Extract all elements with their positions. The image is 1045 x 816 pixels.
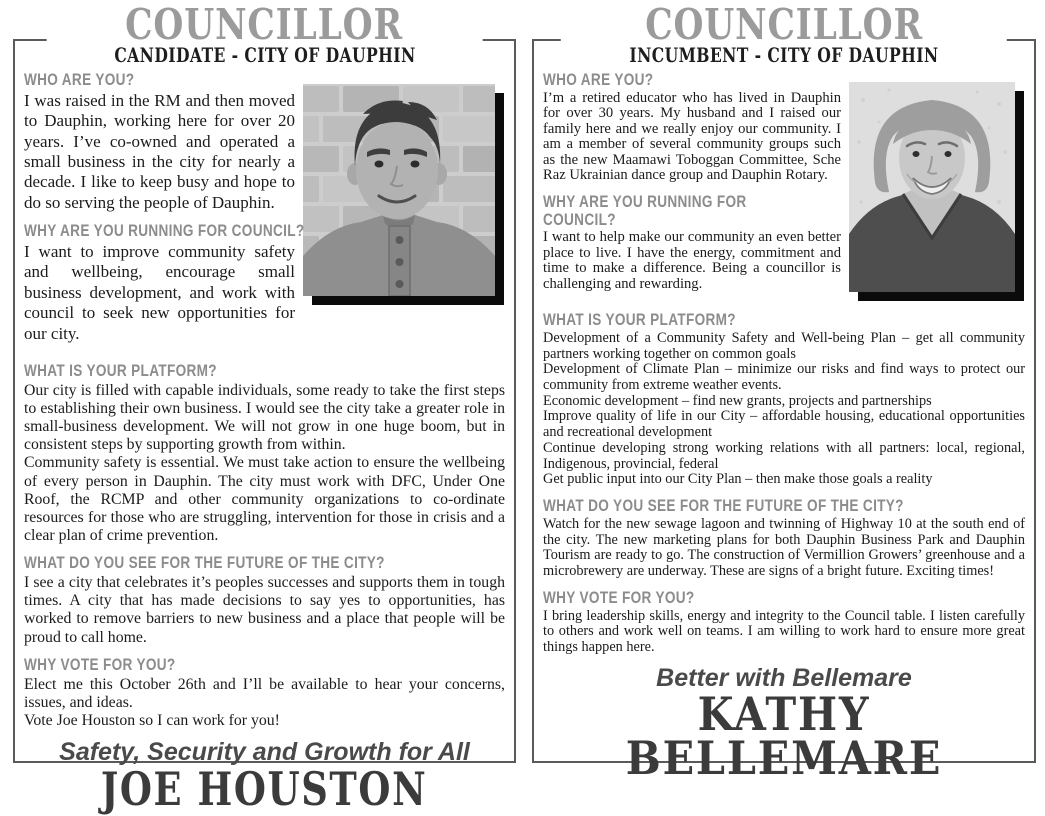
paragraph: Our city is filled with capable individuals, some ready to take the first steps to establishing their own business. I would see the city take a greater role in small-business development. We will not grow in one huge boom, but in consistent steps by supporting growth from within. xyxy=(24,381,505,454)
section-heading: WHAT DO YOU SEE FOR THE FUTURE OF THE CITY? xyxy=(543,496,904,516)
section-why-running xyxy=(24,221,305,344)
section-why-vote xyxy=(543,589,1025,656)
photo-column xyxy=(303,71,505,353)
paragraph: Watch for the new sewage lagoon and twinning of Highway 10 at the south end of the city. The new marketing plans for both Dauphin Business Park and Dauphin Tourism are ready to go. The construction of Vermillion Growers’ greenhouse and a microbrewery are underway. These are signs of a bright future. Exciting times! xyxy=(543,515,1025,580)
candidate-subtitle: CANDIDATE - CITY OF DAUPHIN xyxy=(113,44,416,67)
photo-column xyxy=(849,71,1025,302)
section-heading: WHO ARE YOU? xyxy=(543,70,654,89)
paragraph: Development of a Community Safety and Well-being Plan – get all community partners working together on common goals xyxy=(543,329,1025,362)
paragraph: Get public input into our City Plan – then make those goals a reality xyxy=(543,471,933,488)
intro-row xyxy=(24,71,505,353)
joe-houston-photo xyxy=(303,84,495,296)
section-heading: WHAT IS YOUR PLATFORM? xyxy=(24,360,217,380)
paragraph: I’m a retired educator who has lived in Dauphin for over 30 years. My husband and I raised our family here and we really enjoy our community. I am a member of several community groups such as the new Maamawi Toboggan Committee, Sche Raz Ukrainian dance group and Dauphin Rotary. xyxy=(543,89,841,184)
campaign-slogan: Safety, Security and Growth for All xyxy=(59,738,470,767)
section-heading: WHAT DO YOU SEE FOR THE FUTURE OF THE CITY? xyxy=(24,553,385,573)
panel-joe-houston xyxy=(13,0,516,816)
paragraph: Vote Joe Houston so I can work for you! xyxy=(24,711,280,729)
campaign-slogan: Better with Bellemare xyxy=(656,663,912,692)
section-who-are-you xyxy=(24,71,295,213)
section-heading: WHY VOTE FOR YOU? xyxy=(543,587,695,607)
section-future xyxy=(543,497,1025,580)
masthead xyxy=(46,0,483,67)
intro-row xyxy=(543,71,1025,302)
paragraph: Economic development – find new grants, projects and partnerships xyxy=(543,392,932,409)
intro-text-column xyxy=(543,71,841,302)
councillor-title: COUNCILLOR xyxy=(645,0,923,49)
councillor-title: COUNCILLOR xyxy=(125,0,404,49)
section-platform xyxy=(543,311,1025,488)
candidate-name: KATHY BELLEMARE xyxy=(625,687,943,785)
panel-content xyxy=(534,41,1034,785)
section-who-are-you xyxy=(543,71,841,184)
candidate-name: JOE HOUSTON xyxy=(101,761,428,816)
panel-content xyxy=(15,41,514,816)
intro-text-column xyxy=(24,70,305,353)
kathy-bellemare-photo xyxy=(849,82,1015,292)
section-why-running xyxy=(543,193,841,293)
section-heading: WHAT IS YOUR PLATFORM? xyxy=(543,310,736,329)
paragraph: Elect me this October 26th and I’ll be available to hear your concerns, issues, and ideas. xyxy=(24,675,505,711)
section-heading: WHY ARE YOU RUNNING FOR COUNCIL? xyxy=(24,221,305,241)
paragraph: I see a city that celebrates it’s peoples successes and supports them in tough times. A city that has made decisions to say yes to opportunities, has worked to remove barriers to new business and a place that people will be proud to call home. xyxy=(24,574,505,646)
paragraph: I was raised in the RM and then moved to Dauphin, working here for over 20 years. I’ve co-owned and operated a small business in the city for nearly a decade. I like to keep busy and hope to do so serving the people of Dauphin. xyxy=(24,90,295,212)
paragraph: I want to improve community safety and wellbeing, encourage small business development, and work with council to seek new opportunities for our city. xyxy=(24,242,295,343)
section-heading: WHY VOTE FOR YOU? xyxy=(24,654,176,674)
masthead xyxy=(561,0,1007,67)
section-heading: WHO ARE YOU? xyxy=(24,70,135,89)
paragraph: Improve quality of life in our City – affordable housing, educational opportunities and recreational development xyxy=(543,408,1025,441)
section-heading: WHY ARE YOU RUNNING FOR COUNCIL? xyxy=(543,191,747,229)
paragraph: Continue developing strong working relations with all partners: local, regional, Indigenous, provincial, federal xyxy=(543,439,1025,472)
section-why-vote xyxy=(24,656,505,730)
paragraph: I want to help make our community an even better place to live. I have the energy, commitment and time to make a difference. Being a councillor is challenging and rewarding. xyxy=(543,229,841,292)
section-platform xyxy=(24,362,505,545)
panel-kathy-bellemare xyxy=(532,0,1036,785)
paragraph: I bring leadership skills, energy and integrity to the Council table. I listen carefully to others and work well on teams. I am willing to work hard to ensure more great things happen here. xyxy=(543,607,1025,656)
paragraph: Community safety is essential. We must take action to ensure the wellbeing of every person in Dauphin. The city must work with DFC, Under One Roof, the RCMP and other community organizations to co-ordinate resources for those who are struggling, intervention for those in crisis and a clear plan of crime prevention. xyxy=(24,454,505,545)
section-future xyxy=(24,554,505,646)
paragraph: Development of Climate Plan – minimize our risks and find ways to protect our community from extreme weather events. xyxy=(543,361,1025,393)
incumbent-subtitle: INCUMBENT - CITY OF DAUPHIN xyxy=(629,44,939,67)
